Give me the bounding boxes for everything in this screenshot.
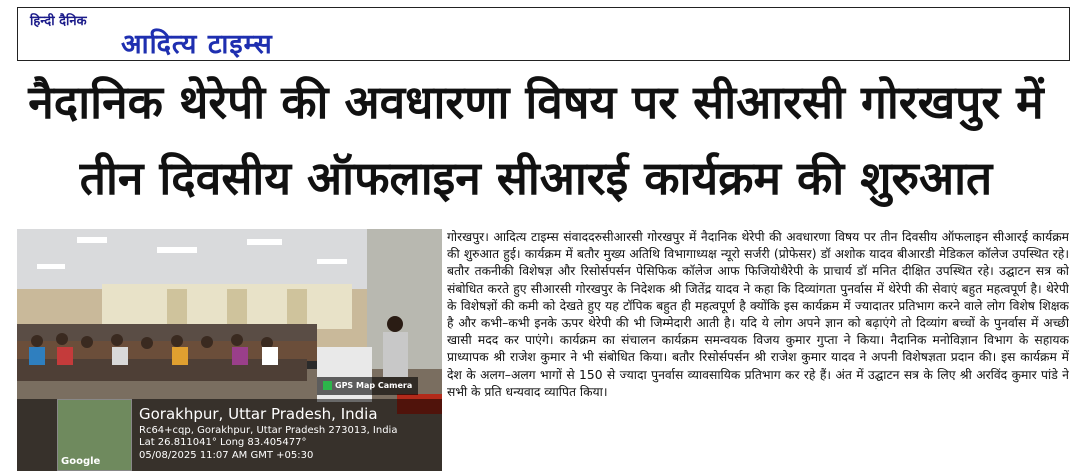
location-title: Gorakhpur, Uttar Pradesh, India [139,405,378,423]
masthead [17,7,1070,61]
gps-map-camera-badge [317,377,418,395]
headline-line-1: नैदानिक थेरेपी की अवधारणा विषय पर सीआरसी गोरखपुर में [28,75,1044,129]
gps-badge-label: GPS Map Camera [335,381,413,390]
location-coordinates: Lat 26.811041° Long 83.405477° [139,437,307,448]
masthead-tagline: हिन्दी दैनिक [30,14,87,29]
event-photo [17,229,442,471]
article-body: गोरखपुर। आदित्य टाइम्स संवाददरुसीआरसी गोरखपुर में नैदानिक थेरेपी की अवधारणा विषय पर तीन दिवसीय ऑफलाइन सीआरई कार्यक्रम की शुरुआत हुई। कार्यक्रम में बतौर मुख्य अतिथि विभागाध्यक्ष न्यूरो सर्जरी (प्रोफेसर) डॉ अशोक यादव बीआरडी मेडिकल कॉलेज उपस्थित रहे। बतौर तकनीकी विशेषज्ञ और रिसोर्सपर्सन पेसिफिक कॉलेज आफ फिजियोथैरेपी के प्राचार्य डॉ मनित दीक्षित उपस्थित रहे। उद्घाटन सत्र को संबोधित करते हुए सीआरसी गोरखपुर के निदेशक श्री जितेंद्र यादव ने कहा कि दिव्यांगता पुनर्वास में थेरेपी की सेवाएं बहुत महत्वपूर्ण है। थेरेपी के विशेषज्ञों की कमी को देखते हुए यह टॉपिक बहुत ही महत्वपूर्ण है क्योंकि इस कार्यक्रम में ज्यादातर प्रतिभाग करने वाले लोग विशेष शिक्षक है और कभी–कभी इनके ऊपर थेरेपी की भी जिम्मेदारी आती है। यदि ये लोग अपने ज्ञान को बढ़ाएंगे तो दिव्यांग बच्चों के पुनर्वास में अच्छी खासी मदद कर पाएंगे। कार्यक्रम का संचालन कार्यक्रम समन्वयक विजय कुमार गुप्ता ने किया। नैदानिक मनोविज्ञान विभाग के सहायक प्राध्यापक श्री राजेश कुमार ने भी संबोधित किया। बतौर रिसोर्सपर्सन श्री राजेश कुमार यादव ने अपनी विशेषज्ञता प्रदान की। इस कार्यक्रम में देश के अलग–अलग भागों से 150 से ज्यादा पुनर्वास व्यावसायिक प्रतिभाग कर रहे हैं। अंत में उद्घाटन सत्र के लिए श्री अरविंद कुमार पांडे ने सभी के प्रति धन्यवाद व्यापित किया। [447,230,1069,399]
newspaper-name: आदित्य टाइम्स [121,29,273,60]
photo-timestamp: 05/08/2025 11:07 AM GMT +05:30 [139,450,314,461]
map-thumbnail [57,399,132,471]
gps-camera-icon [323,381,332,390]
google-logo: Google [61,456,101,467]
headline-line-2: तीन दिवसीय ऑफलाइन सीआरई कार्यक्रम की शुरुआत [79,151,993,205]
location-address: Rc64+cqp, Gorakhpur, Uttar Pradesh 273013, India [139,425,398,436]
